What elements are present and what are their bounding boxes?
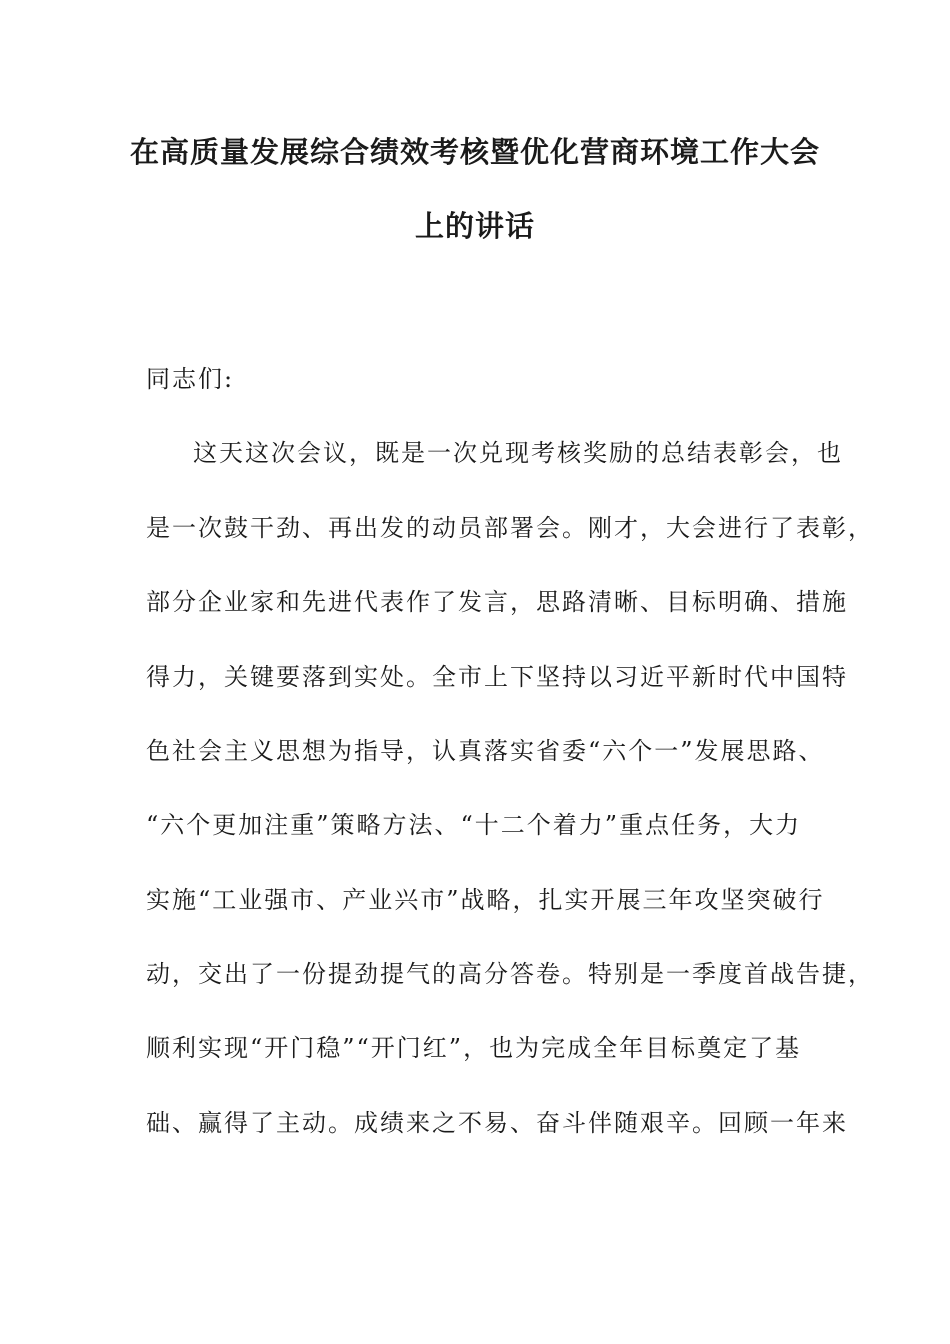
salutation: 同志们: xyxy=(146,365,235,393)
body-line-3: 部分企业家和先进代表作了发言，思路清晰、目标明确、措施 xyxy=(146,588,848,616)
body-line-10: 础、赢得了主动。成绩来之不易、奋斗伴随艰辛。回顾一年来 xyxy=(146,1109,848,1137)
body-line-1: 这天这次会议，既是一次兑现考核奖励的总结表彰会，也 xyxy=(193,439,843,467)
body-line-6: “六个更加注重”策略方法、“十二个着力”重点任务，大力 xyxy=(146,811,802,839)
body-line-5: 色社会主义思想为指导，认真落实省委“六个一”发展思路、 xyxy=(146,737,825,765)
body-line-8: 动，交出了一份提劲提气的高分答卷。特别是一季度首战告捷， xyxy=(146,960,874,988)
body-line-4: 得力，关键要落到实处。全市上下坚持以习近平新时代中国特 xyxy=(146,663,848,691)
body-line-9: 顺利实现“开门稳”“开门红”，也为完成全年目标奠定了基 xyxy=(146,1034,802,1062)
body-line-2: 是一次鼓干劲、再出发的动员部署会。刚才，大会进行了表彰， xyxy=(146,514,874,542)
document-title-line-1: 在高质量发展综合绩效考核暨优化营商环境工作大会 xyxy=(129,135,820,169)
body-line-7: 实施“工业强市、产业兴市”战略，扎实开展三年攻坚突破行 xyxy=(146,886,825,914)
document-title-line-2: 上的讲话 xyxy=(414,209,535,243)
